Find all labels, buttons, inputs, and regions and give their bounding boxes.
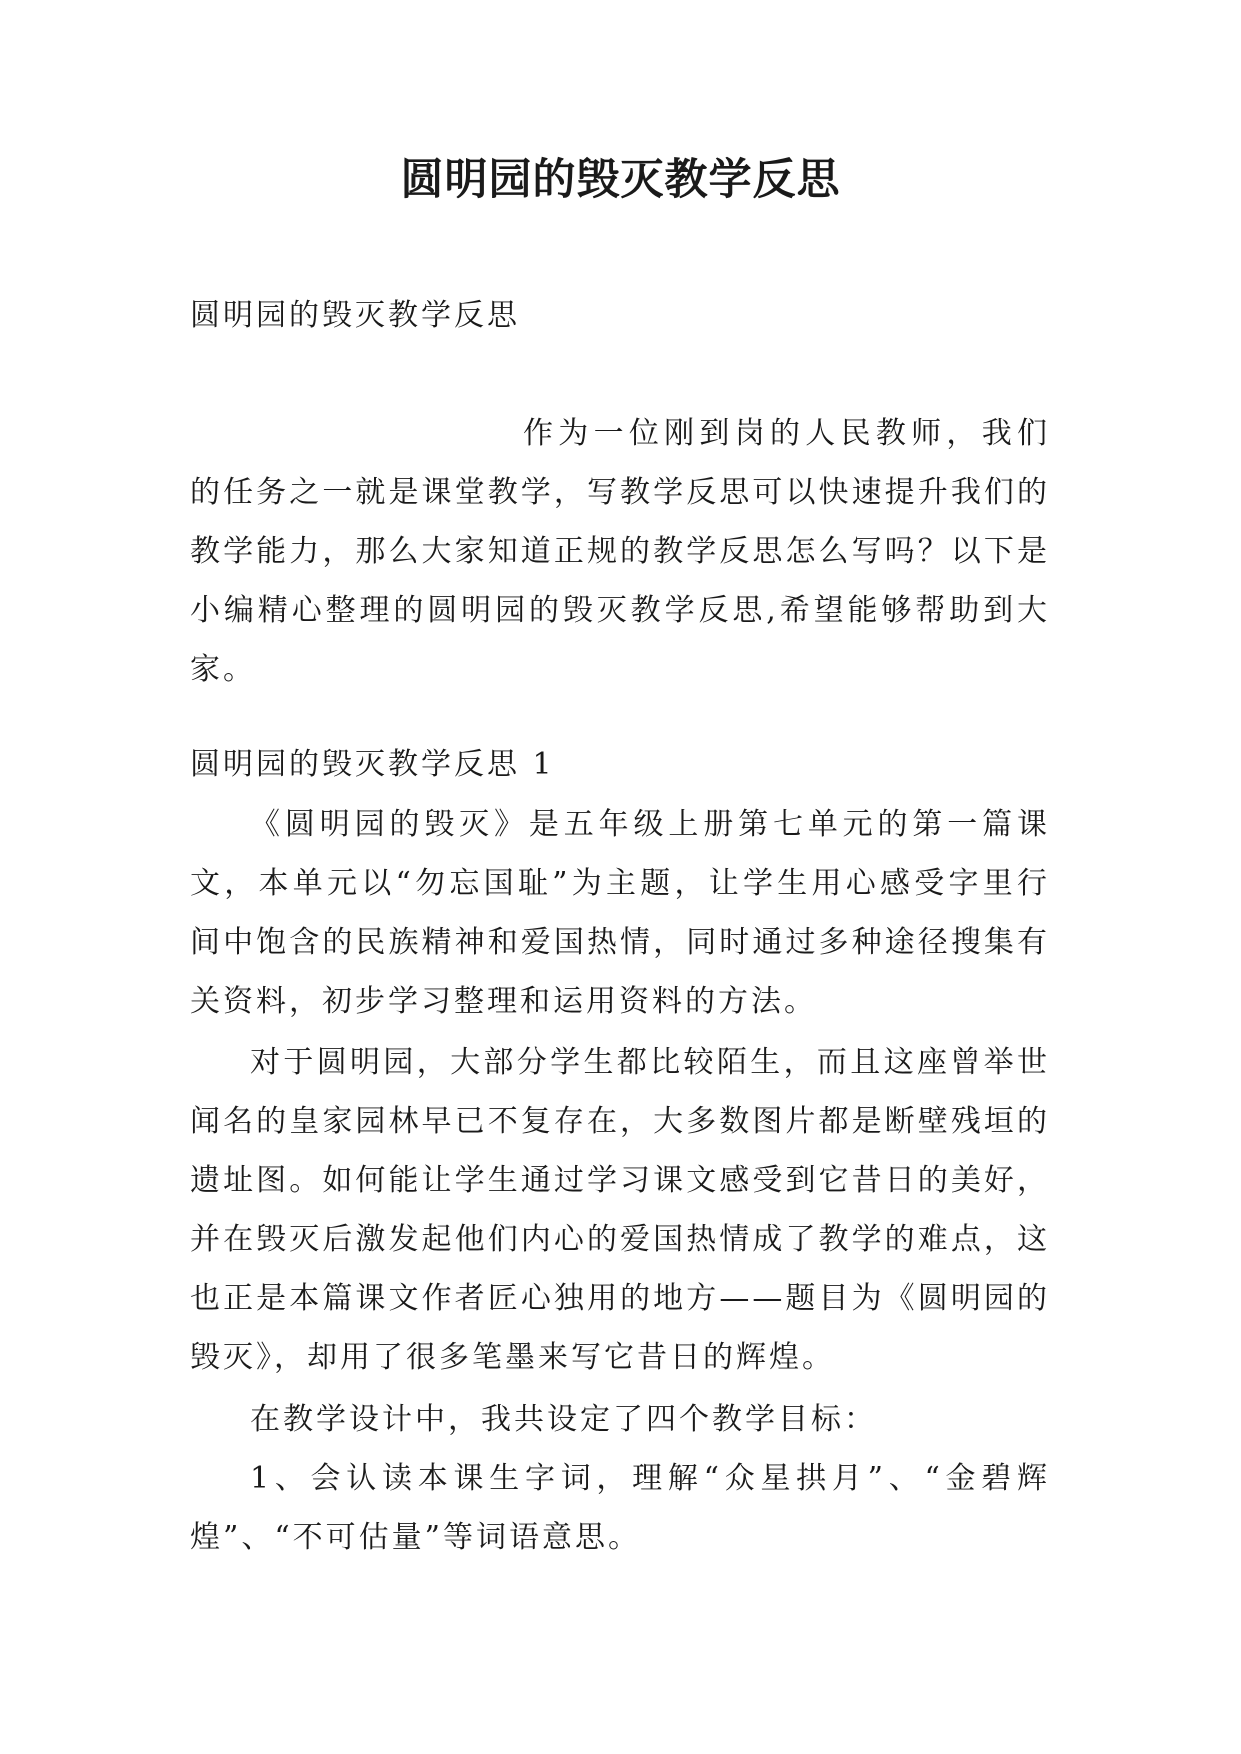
section-heading: 圆明园的毁灭教学反思 1 bbox=[190, 747, 555, 782]
intro-paragraph: 作为一位刚到岗的人民教师，我们的任务之一就是课堂教学，写教学反思可以快速提升我们的教学能力，那么大家知道正规的教学反思怎么写吗？以下是小编精心整理的圆明园的毁灭教学反思,希望能够帮助到大家。 bbox=[190, 416, 1050, 687]
body-paragraph: 1、会认读本课生字词，理解“众星拱月”、“金碧辉煌”、“不可估量”等词语意思。 bbox=[190, 1461, 1050, 1555]
body-paragraph: 对于圆明园，大部分学生都比较陌生，而且这座曾举世闻名的皇家园林早已不复存在，大多数图片都是断壁残垣的遗址图。如何能让学生通过学习课文感受到它昔日的美好，并在毁灭后激发起他们内心的爱国热情成了教学的难点，这也正是本篇课文作者匠心独用的地方——题目为《圆明园的毁灭》，却用了很多笔墨来写它昔日的辉煌。 bbox=[190, 1045, 1050, 1375]
document-title: 圆明园的毁灭教学反思 bbox=[400, 155, 841, 205]
body-paragraph: 《圆明园的毁灭》是五年级上册第七单元的第一篇课文，本单元以“勿忘国耻”为主题，让学生用心感受字里行间中饱含的民族精神和爱国热情，同时通过多种途径搜集有关资料，初步学习整理和运用资料的方法。 bbox=[190, 807, 1050, 1019]
body-paragraph: 在教学设计中，我共设定了四个教学目标： bbox=[250, 1402, 877, 1437]
document-subtitle: 圆明园的毁灭教学反思 bbox=[190, 298, 520, 333]
